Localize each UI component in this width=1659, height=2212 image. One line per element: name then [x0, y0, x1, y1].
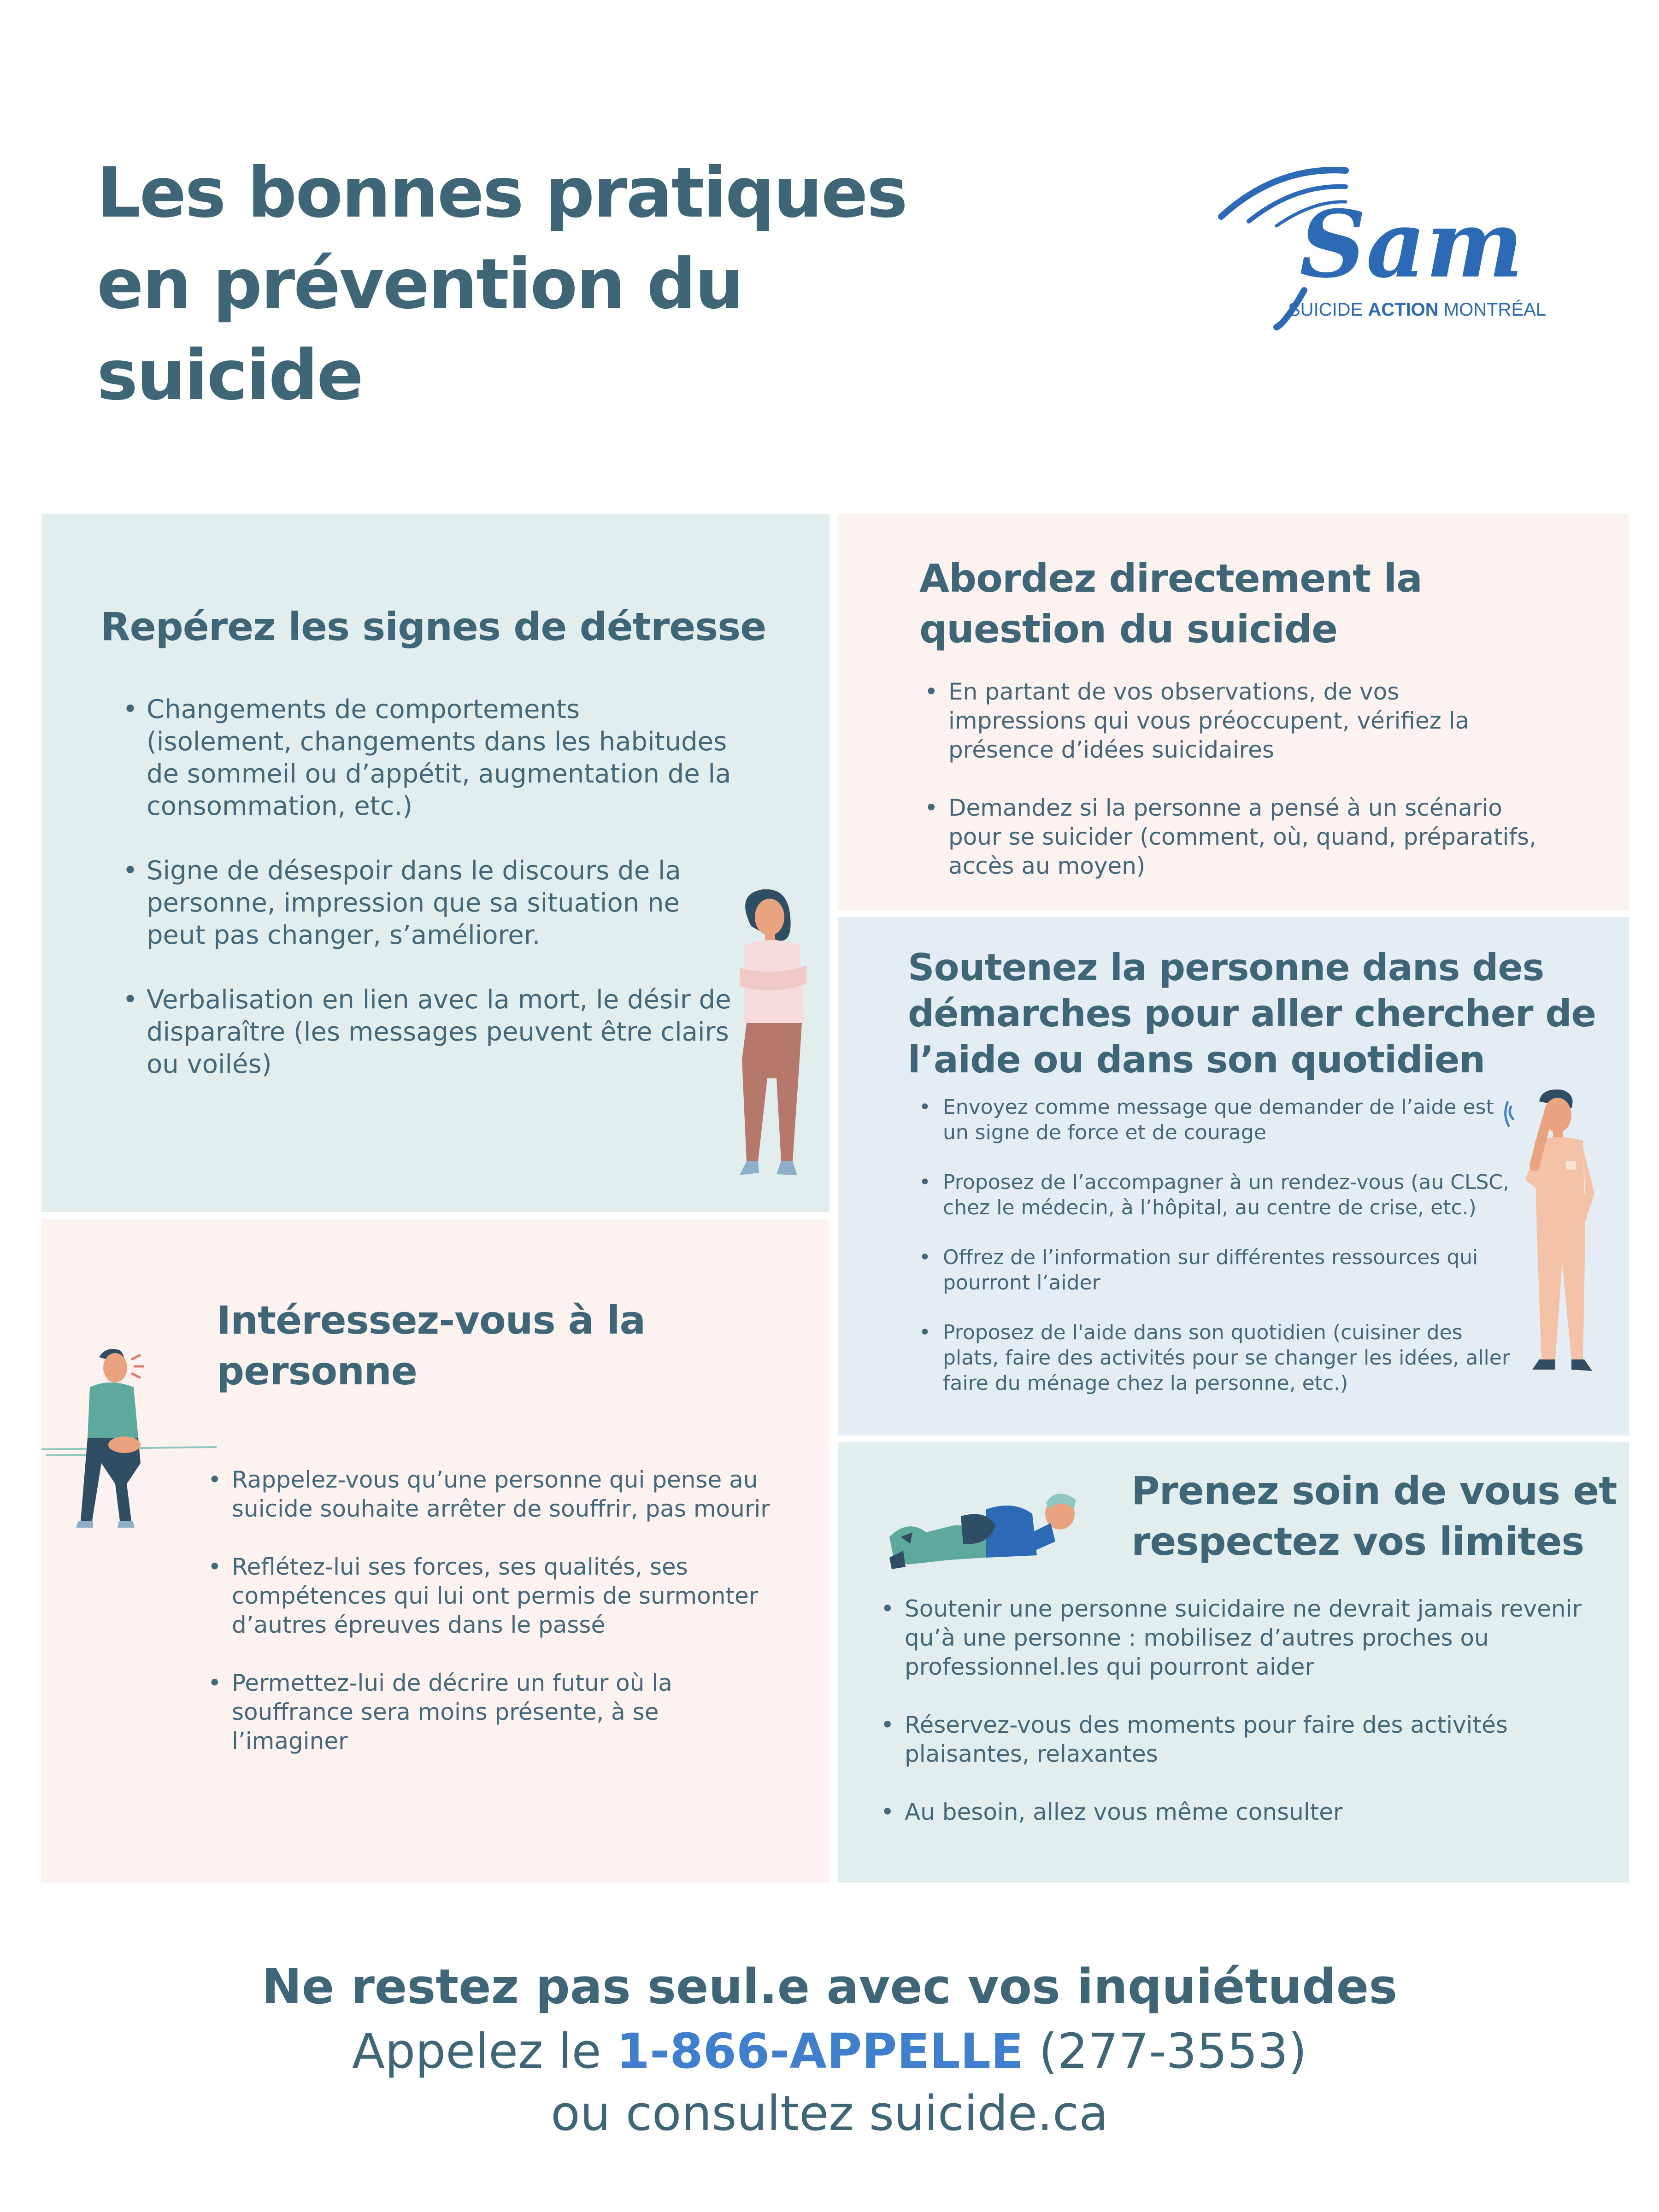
list-line: impressions qui vous préoccupent, vérifiez la	[948, 707, 1470, 734]
list-line: compétences qui lui ont permis de surmonter	[232, 1583, 759, 1609]
list-item	[943, 1170, 1519, 1220]
list-item	[147, 984, 746, 1081]
list-line: • En partant de vos observations, de vos	[948, 678, 1400, 705]
list-line: accès au moyen)	[948, 853, 1146, 879]
logo-tag-b: ACTION	[1368, 300, 1439, 320]
section-title-abordez	[919, 553, 1422, 654]
list-line: d’autres épreuves dans le passé	[232, 1612, 606, 1638]
signes-list	[147, 694, 746, 1081]
logo-tagline	[1288, 300, 1546, 320]
list-line: • Au besoin, allez vous même consulter	[905, 1799, 1343, 1825]
soutenez-list	[943, 1094, 1519, 1396]
title-line: suicide	[97, 335, 362, 416]
interessez-list	[232, 1465, 808, 1756]
list-line: • Permettez-lui de décrire un futur où la	[232, 1670, 672, 1696]
list-line: qu’à une personne : mobilisez d’autres proches ou	[905, 1624, 1489, 1651]
section-title-line: Abordez directement la	[919, 556, 1422, 601]
list-line: • Demandez si la personne a pensé à un scénario	[948, 794, 1502, 821]
list-line: présence d’idées suicidaires	[948, 736, 1274, 763]
prenez-list	[905, 1594, 1605, 1827]
logo-tag-c: MONTRÉAL	[1438, 300, 1547, 320]
section-title-interessez	[217, 1295, 645, 1396]
phone-number-link[interactable]: 1-866-APPELLE	[616, 2023, 1024, 2079]
sitting-man-illustration	[41, 1346, 221, 1539]
list-line: suicide souhaite arrêter de souffrir, pas mourir	[232, 1495, 770, 1522]
list-line: (isolement, changements dans les habitudes	[147, 727, 727, 757]
call-prefix: Appelez le	[352, 2023, 617, 2079]
list-item	[232, 1669, 808, 1756]
list-item	[948, 677, 1594, 765]
list-line: • Verbalisation en lien avec la mort, le désir de	[147, 985, 731, 1015]
footer-website-line[interactable]: ou consultez suicide.ca	[551, 2085, 1108, 2141]
title-line: Les bonnes pratiques	[97, 153, 906, 233]
list-line: • Envoyez comme message que demander de l’aide est	[943, 1095, 1494, 1119]
list-item	[147, 694, 746, 823]
abordez-list	[948, 677, 1594, 881]
list-line: pour se suicider (comment, où, quand, préparatifs,	[948, 824, 1536, 850]
section-title-line: question du suicide	[919, 606, 1338, 652]
list-line: un signe de force et de courage	[943, 1121, 1266, 1144]
section-title-line: Intéressez-vous à la	[217, 1298, 646, 1343]
list-item	[232, 1553, 808, 1640]
list-line: de sommeil ou d’appétit, augmentation de la	[147, 759, 731, 789]
list-line: professionnel.les qui pourront aider	[905, 1653, 1314, 1680]
list-item	[948, 794, 1594, 881]
list-line: • Changements de comportements	[147, 694, 580, 724]
call-suffix: (277-3553)	[1024, 2023, 1307, 2079]
list-line: souffrance sera moins présente, à se	[232, 1699, 659, 1725]
footer-call-line	[0, 2023, 1659, 2079]
list-item	[232, 1465, 808, 1524]
list-line: • Signe de désespoir dans le discours de la	[147, 856, 681, 886]
section-title-signes	[100, 601, 766, 652]
section-title-line: Prenez soin de vous et	[1131, 1468, 1617, 1513]
lying-person-illustration	[880, 1482, 1092, 1574]
section-title-line: Soutenez la personne dans des	[908, 946, 1544, 989]
list-line: faire du ménage chez la personne, etc.)	[943, 1371, 1348, 1395]
logo-wordmark: Sam	[1300, 190, 1524, 299]
list-line: plats, faire des activités pour se changer les idées, aller	[943, 1346, 1510, 1370]
list-item	[147, 855, 746, 952]
section-title-prenez	[1131, 1465, 1617, 1567]
list-line: • Réservez-vous des moments pour faire des activités	[905, 1712, 1508, 1738]
list-item	[943, 1320, 1519, 1396]
list-line: l’imaginer	[232, 1728, 348, 1754]
list-line: consommation, etc.)	[147, 791, 413, 821]
title-line: en prévention du	[97, 244, 743, 324]
list-line: • Offrez de l’information sur différentes ressources qui	[943, 1246, 1478, 1269]
list-line: pourront l’aider	[943, 1271, 1100, 1294]
section-title-line: démarches pour aller chercher de	[908, 992, 1596, 1035]
woman-standing-illustration	[707, 885, 827, 1189]
section-title-line: Repérez les signes de détresse	[100, 604, 766, 649]
list-line: peut pas changer, s’améliorer.	[147, 920, 541, 950]
list-line: • Reflétez-lui ses forces, ses qualités, ses	[232, 1553, 688, 1580]
section-title-soutenez	[908, 945, 1596, 1083]
list-line: personne, impression que sa situation ne	[147, 888, 680, 918]
list-line: • Rappelez-vous qu’une personne qui pense au	[232, 1466, 758, 1493]
logo-tag-a: SUICIDE	[1288, 300, 1368, 320]
section-title-line: l’aide ou dans son quotidien	[908, 1038, 1485, 1081]
section-title-line: respectez vos limites	[1131, 1519, 1584, 1564]
list-item	[905, 1594, 1605, 1682]
list-line: • Proposez de l'aide dans son quotidien (cuisiner des	[943, 1321, 1463, 1344]
list-line: ou voilés)	[147, 1049, 272, 1079]
man-on-phone-illustration	[1502, 1088, 1613, 1392]
list-item	[905, 1711, 1605, 1769]
list-line: • Soutenir une personne suicidaire ne devrait jamais revenir	[905, 1595, 1582, 1622]
list-item	[943, 1245, 1519, 1295]
list-line: • Proposez de l’accompagner à un rendez-vous (au CLSC,	[943, 1171, 1510, 1194]
list-item	[943, 1094, 1519, 1145]
section-title-line: personne	[217, 1348, 417, 1394]
list-item	[905, 1798, 1605, 1827]
list-line: plaisantes, relaxantes	[905, 1741, 1158, 1767]
list-line: chez le médecin, à l’hôpital, au centre de crise, etc.)	[943, 1196, 1477, 1219]
footer-headline: Ne restez pas seul.e avec vos inquiétudes	[261, 1959, 1398, 2015]
page-title	[97, 147, 926, 421]
list-line: disparaître (les messages peuvent être clairs	[147, 1017, 729, 1047]
